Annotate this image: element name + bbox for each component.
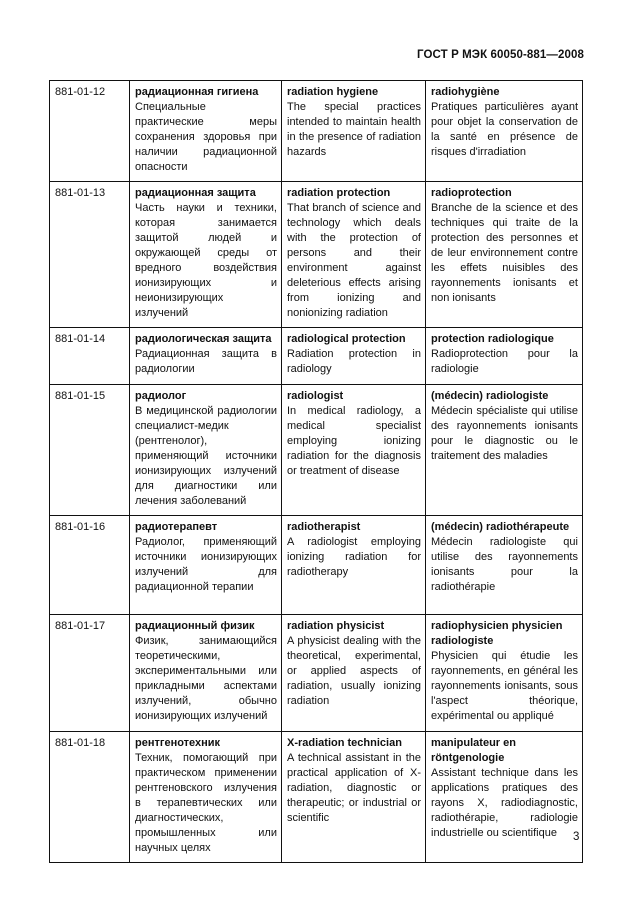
russian-term: радиологическая защита	[135, 333, 272, 345]
russian-definition: Радиационная защита в радиологии	[135, 348, 277, 375]
english-term: radiation protection	[287, 187, 391, 199]
english-term: radiologist	[287, 390, 344, 402]
document-header: ГОСТ Р МЭК 60050-881—2008	[417, 49, 584, 61]
page-number: 3	[573, 831, 580, 843]
english-cell	[282, 516, 426, 615]
english-definition: A radiologist employing ionizing radiation for radiotherapy	[287, 536, 421, 578]
english-definition: That branch of science and technology which deals with the protection of persons and their environment against deleterious effects arising from ionizing and nonionizing radiation	[287, 202, 421, 319]
french-term: radiophysicien physicien radiologiste	[431, 620, 563, 647]
russian-definition: Техник, помогающий при практическом применении рентгеновского излучения в терапевтических или диагностических, промышленных или научных целях	[135, 752, 277, 854]
french-definition: Médecin spécialiste qui utilise des rayonnements ionisants pour le diagnostic ou le traitement des maladies	[431, 405, 578, 462]
french-cell	[426, 615, 583, 732]
entry-number: 881-01-12	[50, 81, 130, 182]
french-definition: Médecin radiologiste qui utilise des rayonnements ionisants pour la radiothérapie	[431, 536, 578, 593]
french-term: radiohygiène	[431, 86, 500, 98]
french-cell	[426, 516, 583, 615]
entry-number: 881-01-14	[50, 328, 130, 385]
entry-number: 881-01-18	[50, 732, 130, 863]
french-term: (médecin) radiothérapeute	[431, 521, 570, 533]
english-cell	[282, 385, 426, 516]
french-definition: Branche de la science et des techniques qui traite de la protection des personnes et de leur environnement contre les effets nuisibles des rayonnements ionisants et non ionisants	[431, 202, 578, 304]
english-term: radiation physicist	[287, 620, 385, 632]
russian-cell	[130, 516, 282, 615]
russian-cell	[130, 81, 282, 182]
russian-cell	[130, 385, 282, 516]
table-row	[50, 182, 583, 328]
russian-term: рентгенотехник	[135, 737, 221, 749]
french-definition: Radioprotection pour la radiologie	[431, 348, 578, 375]
terminology-table	[49, 80, 583, 863]
russian-term: радиационная гигиена	[135, 86, 259, 98]
table-row	[50, 385, 583, 516]
french-cell	[426, 182, 583, 328]
english-term: radiation hygiene	[287, 86, 379, 98]
english-definition: A technical assistant in the practical application of X-radiation, diagnostic or therapeutic; or industrial or scientific	[287, 752, 421, 824]
russian-definition: Физик, занимающийся теоретическими, экспериментальными или прикладными аспектами излучений, обычно ионизирующих излучений	[135, 635, 277, 722]
russian-term: радиолог	[135, 390, 187, 402]
entry-number: 881-01-15	[50, 385, 130, 516]
english-term: radiotherapist	[287, 521, 361, 533]
french-term: protection radiologique	[431, 333, 554, 345]
french-cell	[426, 328, 583, 385]
english-cell	[282, 328, 426, 385]
english-cell	[282, 182, 426, 328]
english-definition: In medical radiology, a medical specialist employing ionizing radiation for the diagnosis or treatment of disease	[287, 405, 421, 477]
english-cell	[282, 81, 426, 182]
french-cell	[426, 732, 583, 863]
russian-term: радиационная защита	[135, 187, 256, 199]
russian-definition: В медицинской радиологии специалист-медик (рентгенолог), применяющий источники ионизирующих излучений для диагностики или лечения заболеваний	[135, 405, 277, 507]
french-definition: Pratiques particulières ayant pour objet la conservation de la santé en présence de risques d'irradiation	[431, 101, 578, 158]
english-definition: The special practices intended to maintain health in the presence of radiation hazards	[287, 101, 421, 158]
french-cell	[426, 385, 583, 516]
russian-definition: Специальные практические меры сохранения здоровья при наличии радиационной опасности	[135, 101, 277, 173]
russian-cell	[130, 732, 282, 863]
english-definition: A physicist dealing with the theoretical, experimental, or applied aspects of radiation, usually ionizing radiation	[287, 635, 421, 707]
table-row	[50, 328, 583, 385]
russian-cell	[130, 328, 282, 385]
entry-number: 881-01-17	[50, 615, 130, 732]
russian-term: радиационный физик	[135, 620, 255, 632]
french-definition: Physicien qui étudie les rayonnements, en général les rayonnements ionisants, sous l'aspect théorique, expérimental ou appliqué	[431, 650, 578, 722]
russian-term: радиотерапевт	[135, 521, 218, 533]
entry-number: 881-01-16	[50, 516, 130, 615]
english-term: radiological protection	[287, 333, 406, 345]
table-row	[50, 615, 583, 732]
table-row	[50, 732, 583, 863]
french-term: radioprotection	[431, 187, 512, 199]
russian-cell	[130, 615, 282, 732]
russian-definition: Радиолог, применяющий источники ионизирующих излучений для радиационной терапии	[135, 536, 277, 593]
russian-definition: Часть науки и техники, которая занимается защитой людей и окружающей среды от вредного воздействия ионизирующих и неионизирующих излучений	[135, 202, 277, 319]
english-term: X-radiation technician	[287, 737, 402, 749]
table-row	[50, 81, 583, 182]
french-term: (médecin) radiologiste	[431, 390, 549, 402]
english-definition: Radiation protection in radiology	[287, 348, 421, 375]
entry-number: 881-01-13	[50, 182, 130, 328]
french-cell	[426, 81, 583, 182]
english-cell	[282, 732, 426, 863]
table-row	[50, 516, 583, 615]
french-definition: Assistant technique dans les applications pratiques des rayons X, radiodiagnostic, radiothérapie, radiologie industrielle ou scientifique	[431, 767, 578, 839]
french-term: manipulateur en röntgenologie	[431, 737, 516, 764]
russian-cell	[130, 182, 282, 328]
english-cell	[282, 615, 426, 732]
